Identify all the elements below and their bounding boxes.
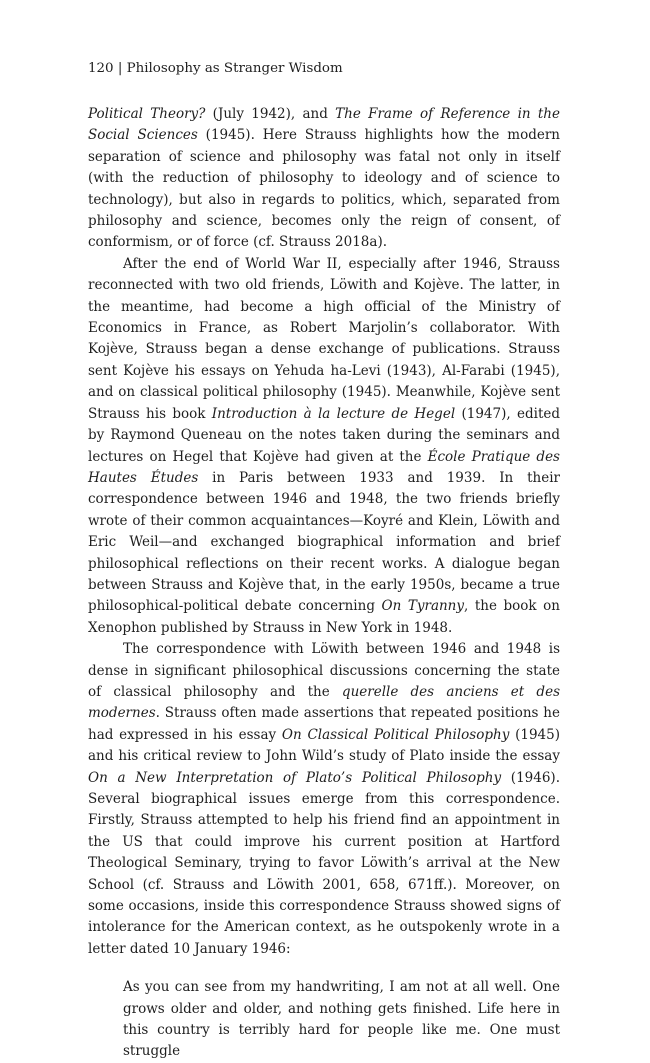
text-run: (July 1942), and (205, 106, 336, 122)
page-number: 120 (88, 61, 114, 76)
text-run: The correspondence with Löwith between 1946 and 1948 is dense in significant philosophical discussions concerning the state of classical philosophy and the (88, 641, 560, 700)
italic-title: On Tyranny (381, 598, 465, 615)
italic-title: Political Theory? (88, 106, 206, 122)
italic-title: On Classical Political Philosophy (281, 726, 510, 743)
running-title: Philosophy as Stranger Wisdom (126, 61, 343, 76)
text-run: , the book on Xenophon published by Strauss in New York in 1948. (88, 598, 560, 636)
running-head (88, 60, 560, 78)
paragraph-1 (88, 104, 560, 254)
header-separator: | (117, 61, 123, 76)
paragraph-2 (88, 254, 560, 639)
italic-title: École Pratique des Hautes Études (88, 448, 560, 486)
italic-title: On a New Interpretation of Plato’s Political Philosophy (88, 769, 502, 786)
book-page (88, 60, 560, 1063)
text-run: (1947), edited by Raymond Queneau on the notes taken during the seminars and lectures on Hegel that Kojève had given at the (88, 405, 561, 465)
italic-title: The Frame of Reference in the Social Sciences (88, 106, 560, 144)
text-run: . Strauss often made assertions that repeated positions he had expressed in his essay (88, 705, 560, 743)
block-quote (123, 977, 560, 1063)
text-run: As you can see from my handwriting, I am not at all well. One grows older and older, and nothing gets finished. Life here in this country is terribly hard for people like me. One must struggle (123, 979, 560, 1060)
text-run: (1945). Here Strauss highlights how the modern separation of science and philosophy was fatal not only in itself (with the reduction of philosophy to ideology and of science to technology), but also in regards to politics, which, separated from philosophy and science, becomes only the reign of consent, of conformism, or of force (cf. Strauss 2018a). (88, 127, 560, 251)
text-run: (1945) and his critical review to John Wild’s study of Plato inside the essay (88, 726, 560, 765)
text-run: After the end of World War II, especially after 1946, Strauss reconnected with two old friends, Löwith and Kojève. The latter, in the meantime, had become a high official of the Ministry of Economics in France, as Robert Marjolin’s collaborator. With Kojève, Strauss began a dense exchange of publications. Strauss sent Kojève his essays on Yehuda ha-Levi (1943), Al-Farabi (1945), and on classical political philosophy (1945). Meanwhile, Kojève sent Strauss his book (88, 255, 560, 422)
italic-title: querelle des anciens et des modernes (88, 683, 560, 722)
text-run: in Paris between 1933 and 1939. In their correspondence between 1946 and 1948, the two friends briefly wrote of their common acquaintances—Koyré and Klein, Löwith and Eric Weil—and exchanged biographical information and brief philosophical reflections on their recent works. A dialogue began between Strauss and Kojève that, in the early 1950s, became a true philosophical-political debate concerning (88, 469, 560, 615)
italic-title: Introduction à la lecture de Hegel (211, 405, 456, 422)
text-run: (1946). Several biographical issues emerge from this correspondence. Firstly, Strauss attempted to help his friend find an appointment in the US that could improve his current position at Hartford Theological Seminary, trying to favor Löwith’s arrival at the New School (cf. Strauss and Löwith 2001, 658, 671ff.). Moreover, on some occasions, inside this correspondence Strauss showed signs of intolerance for the American context, as he outspokenly wrote in a letter dated 10 January 1946: (88, 769, 560, 957)
paragraph-3 (88, 639, 560, 960)
